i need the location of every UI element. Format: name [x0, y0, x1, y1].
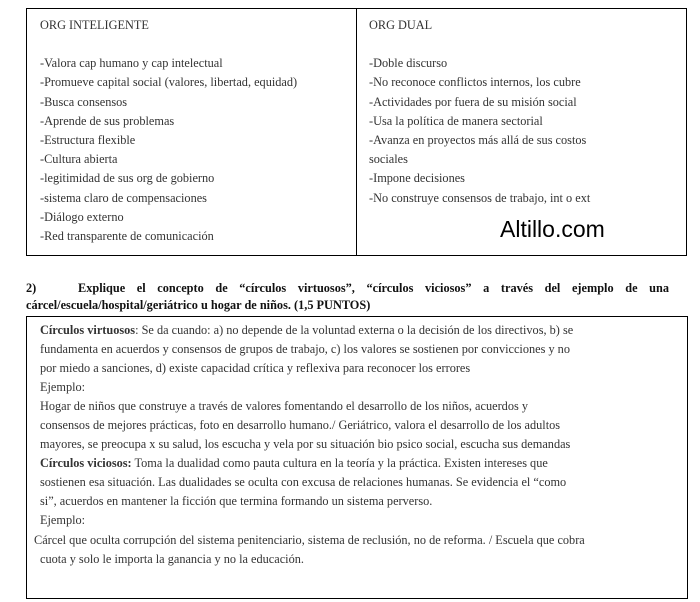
virtuosos-line-2: fundamenta en acuerdos y consensos de grupos de trabajo, c) los valores se sostienen por convicciones y no [40, 342, 570, 356]
ejemplo-1-line-1: Hogar de niños que construye a través de valores fomentando el desarrollo de los niños, acuerdos y [40, 399, 528, 413]
list-item: -Actividades por fuera de su misión social [369, 94, 577, 109]
viciosos-label: Círculos viciosos: [40, 456, 132, 470]
list-item: sociales [369, 152, 408, 167]
ejemplo-1-line-2: consensos de mejores prácticas, foto en desarrollo humano./ Geriátrico, valora el desarrollo de los adultos [40, 418, 561, 432]
watermark-text: Altillo.com [500, 216, 605, 242]
list-item: -Avanza en proyectos más allá de sus costos [369, 133, 587, 148]
list-item: -sistema claro de compensaciones [40, 190, 207, 205]
org-dual-header: ORG DUAL [369, 18, 433, 32]
list-item: -Doble discurso [369, 56, 448, 71]
answer-box [26, 316, 688, 599]
viciosos-line-3: si”, acuerdos en mantener la ficción que termina formando un sistema perverso. [40, 494, 433, 508]
list-item: -Usa la política de manera sectorial [369, 113, 543, 128]
org-dual-column [369, 9, 681, 208]
question-2 [26, 280, 669, 314]
org-inteligente-header: ORG INTELIGENTE [40, 18, 149, 32]
viciosos-line-1: Círculos viciosos: Toma la dualidad como pauta cultura en la teoría y la práctica. Existen intereses que [40, 456, 548, 470]
ejemplo-1-label: Ejemplo: [40, 380, 86, 394]
list-item: -Red transparente de comunicación [40, 229, 214, 244]
ejemplo-2-line-1: Cárcel que oculta corrupción del sistema penitenciario, sistema de reclusión, no de reforma. / Escuela que cobra [34, 533, 585, 547]
list-item: -No construye consensos de trabajo, int o ext [369, 190, 591, 205]
list-item: -No reconoce conflictos internos, los cubre [369, 75, 581, 90]
list-item: -Valora cap humano y cap intelectual [40, 56, 223, 71]
ejemplo-2-line-2: cuota y solo le importa la ganancia y no la educación. [40, 552, 304, 566]
ejemplo-2-label: Ejemplo: [40, 513, 86, 527]
question-number: 2) [26, 281, 37, 295]
question-text: Explique el concepto de “círculos virtuosos”, “círculos viciosos” a través del ejemplo de una cárcel/escuela/hospital/geriátrico u hogar de niños. (1,5 PUNTOS) [26, 281, 669, 312]
list-item: -Busca consensos [40, 94, 128, 109]
virtuosos-line-3: por miedo a sanciones, d) existe capacidad crítica y reflexiva para reconocer los errores [40, 361, 471, 375]
table-divider [356, 9, 357, 255]
viciosos-line-2: sostienen esa situación. Las dualidades se oculta con excusa de relaciones humanas. Se evidencia el “como [40, 475, 567, 489]
virtuosos-line-1: Círculos virtuosos: Se da cuando: a) no depende de la voluntad externa o la decisión de los directivos, b) se [40, 323, 574, 337]
virtuosos-label: Círculos virtuosos [40, 323, 136, 337]
list-item: -Cultura abierta [40, 152, 118, 167]
list-item: -Promueve capital social (valores, libertad, equidad) [40, 75, 298, 90]
list-item: -Impone decisiones [369, 171, 465, 186]
list-item: -Aprende de sus problemas [40, 113, 175, 128]
org-inteligente-column [40, 9, 297, 246]
list-item: -Diálogo externo [40, 209, 124, 224]
ejemplo-1-line-3: mayores, se preocupa x su salud, los escucha y vela por su situación bio psico social, escucha sus demandas [40, 437, 571, 451]
list-item: -Estructura flexible [40, 133, 136, 148]
list-item: -legitimidad de sus org de gobierno [40, 171, 215, 186]
